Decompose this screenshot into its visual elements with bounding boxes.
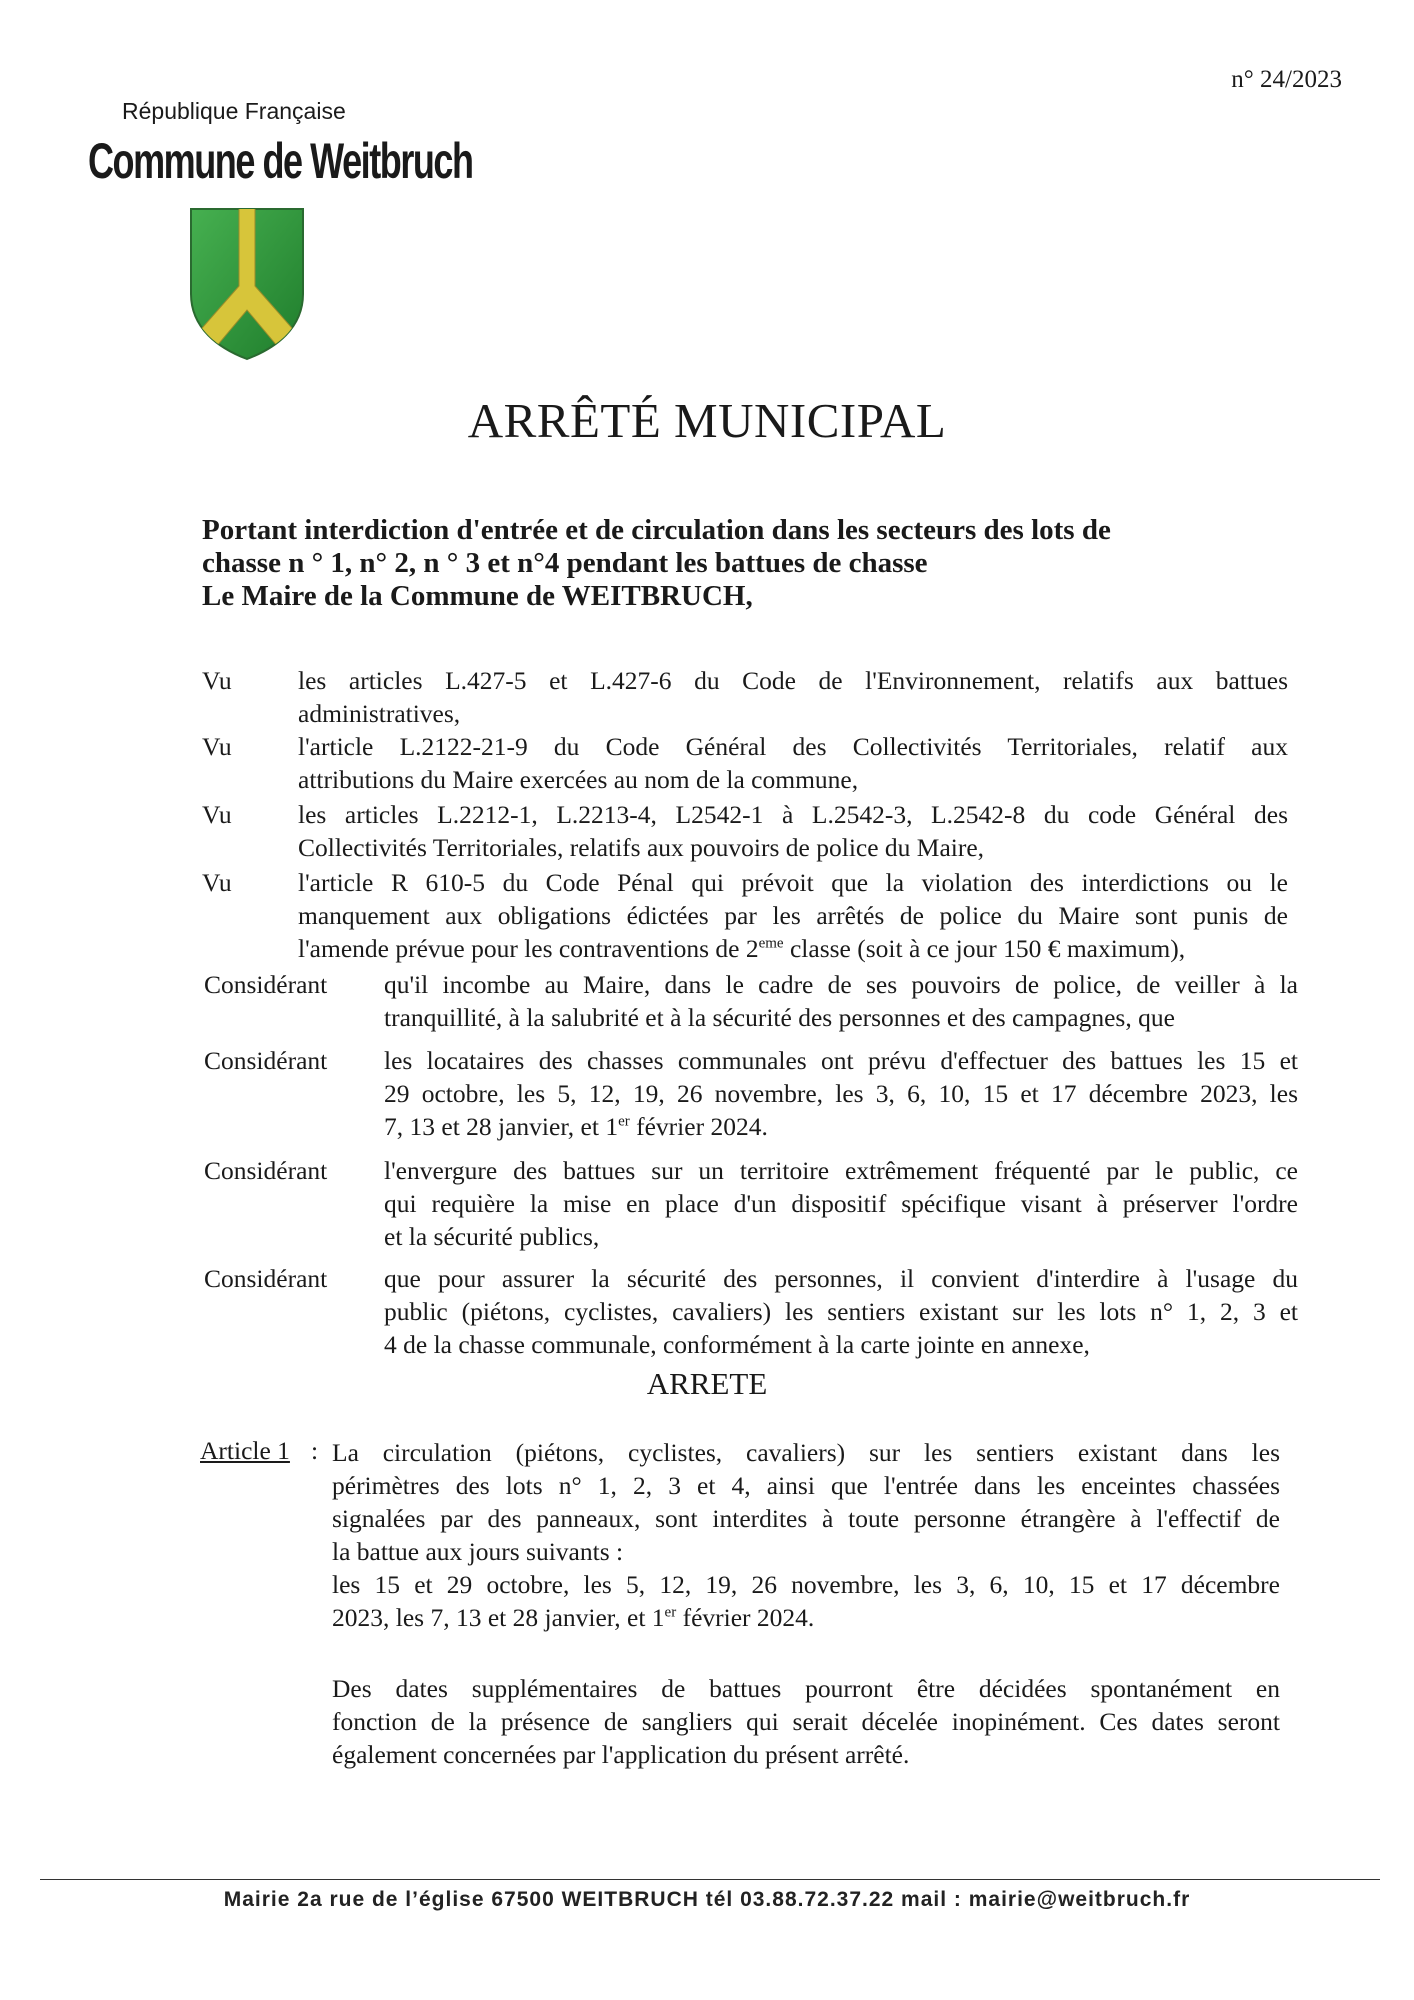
vu-text: l'article L.2122-21-9 du Code Général des Collectivités Territoriales, relatif aux attributions du Maire exercées au nom de la commune, [298, 732, 1288, 794]
vu-label: Vu [202, 868, 232, 897]
coat-of-arms-icon [188, 206, 306, 362]
considerant-text: qu'il incombe au Maire, dans le cadre de ses pouvoirs de police, de veiller à la tranquillité, à la salubrité et à la sécurité des personnes et des campagnes, que [384, 970, 1298, 1032]
considerant-label: Considérant [204, 1046, 328, 1075]
considerant-label: Considérant [204, 1156, 328, 1185]
vu-text: l'article R 610-5 du Code Pénal qui prévoit que la violation des interdictions ou le manquement aux obligations édictées par les arrêtés de police du Maire sont punis de l'amende prévue pour les contraventions de 2eme classe (soit à ce jour 150 € maximum), [298, 868, 1288, 963]
arrete-heading: ARRETE [646, 1366, 768, 1401]
footer-address: Mairie 2a rue de l’église 67500 WEITBRUCH tél 03.88.72.37.22 mail : mairie@weitbruch.fr [223, 1888, 1191, 1911]
mayor-line: Le Maire de la Commune de WEITBRUCH, [202, 580, 753, 612]
considerant-label: Considérant [204, 970, 328, 999]
vu-label: Vu [202, 666, 232, 695]
footer-divider [40, 1879, 1380, 1880]
vu-label: Vu [202, 732, 232, 761]
considerant-text: les locataires des chasses communales ont prévu d'effectuer des battues les 15 et 29 octobre, les 5, 12, 19, 26 novembre, les 3, 6, 10, 15 et 17 décembre 2023, les 7, 13 et 28 janvier, et 1er février 2024. [384, 1046, 1298, 1141]
decree-subject [202, 514, 1292, 613]
decree-number: n° 24/2023 [1231, 66, 1342, 93]
article-1-colon: : [311, 1436, 319, 1465]
article-1-label: Article 1 [200, 1436, 290, 1465]
commune-name: Commune de Weitbruch [88, 133, 473, 189]
considerant-label: Considérant [204, 1264, 328, 1293]
vu-label: Vu [202, 800, 232, 829]
document-title: ARRÊTÉ MUNICIPAL [467, 393, 947, 448]
subject-line: chasse n ° 1, n° 2, n ° 3 et n°4 pendant les battues de chasse [202, 547, 928, 579]
considerant-text: que pour assurer la sécurité des personnes, il convient d'interdire à l'usage du public (piétons, cyclistes, cavaliers) les sentiers existant sur les lots n° 1, 2, 3 et 4 de la chasse communale, conformément à la carte jointe en annexe, [384, 1264, 1298, 1359]
considerant-text: l'envergure des battues sur un territoire extrêmement fréquenté par le public, ce qui requière la mise en place d'un dispositif spécifique visant à préserver l'ordre et la sécurité publics, [384, 1156, 1298, 1251]
republic-label: République Française [122, 98, 346, 124]
vu-text: les articles L.427-5 et L.427-6 du Code de l'Environnement, relatifs aux battues administratives, [298, 666, 1288, 728]
subject-line: Portant interdiction d'entrée et de circulation dans les secteurs des lots de [202, 514, 1111, 546]
vu-text: les articles L.2212-1, L.2213-4, L2542-1 à L.2542-3, L.2542-8 du code Général des Collectivités Territoriales, relatifs aux pouvoirs de police du Maire, [298, 800, 1288, 862]
